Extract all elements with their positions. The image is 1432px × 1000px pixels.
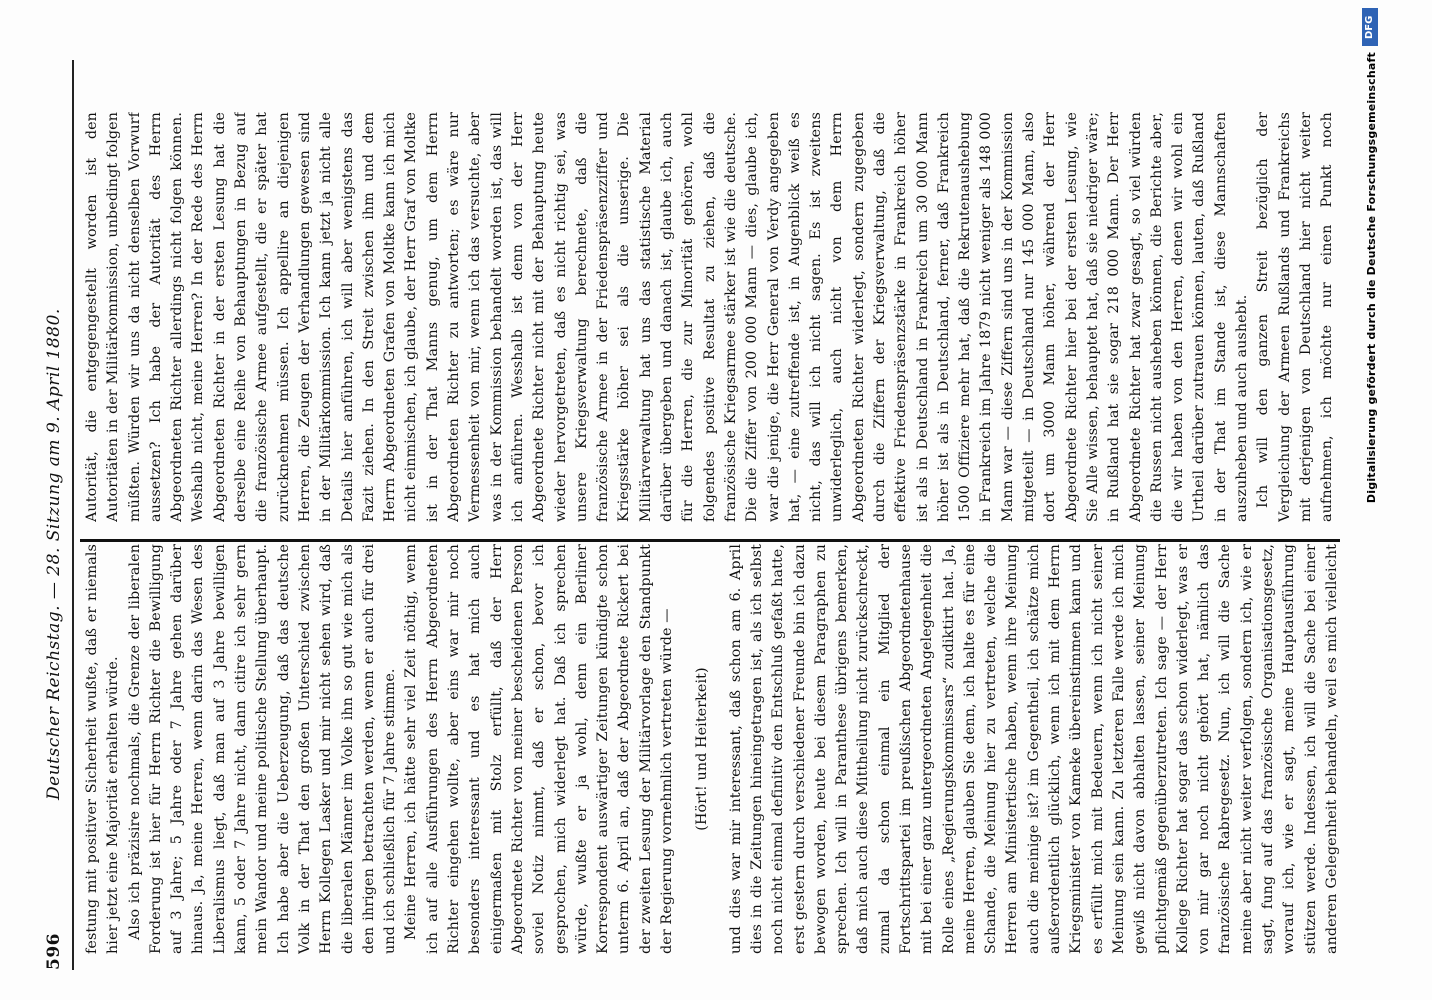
digitization-sidebar (1350, 0, 1380, 1000)
digitization-credit: Digitalisierung gefördert durch die Deutsche Forschungsgemeinschaft (1365, 52, 1378, 504)
page-number: 596 (44, 933, 64, 970)
running-title: Deutscher Reichstag. — 28. Sitzung am 9. April 1880. (44, 308, 64, 800)
column-divider (80, 539, 1340, 542)
right-column (82, 112, 1342, 522)
paragraph: Ich will den ganzen Streit bezüglich der Vergleichung der Armeen Rußlands und Frankreichs mit derjenigen von Deutschland hier nicht weiter aufnehmen, ich möchte nur einen Punkt noch (1255, 112, 1336, 522)
paragraph: Meine Herren, ich hätte sehr viel Zeit nöthig, wenn ich auf alle Ausführungen des Herrn Abgeordneten Richter eingehen wollte, aber eins war mir noch besonders interessant und es hat mich auch einigermaßen mit Stolz erfüllt, daß der Herr Abgeordnete Richter von meiner bescheidenen Person soviel Notiz nimmt, daß er schon, bevor ich gesprochen, mich widerlegt hat. Daß ich sprechen würde, wußte er ja wohl, denn ein Berliner Korrespondent auswärtiger Zeitungen kündigte schon unterm 6. April an, daß der Abgeordnete Rickert bei der zweiten Lesung der Militärvorlage den Standpunkt der Regierung vornehmlich vertreten würde — (403, 544, 676, 954)
dfg-logo: DFG (1362, 8, 1378, 46)
header-rule (72, 60, 74, 970)
paragraph: festung mit positiver Sicherheit wußte, daß er niemals hier jetzt eine Majorität erhalten würde. (84, 544, 122, 954)
paragraph: und dies war mir interessant, daß schon am 6. April dies in die Zeitungen hineingetragen ist, als ich selbst noch nicht einmal definitiv den Entschluß gefaßt hatte, erst gestern durch verschiedener Freunde bin ich dazu bewogen worden, heute bei diesem Paragraphen zu sprechen. Ich will in Paranthese übrigens bemerken, daß mich auch diese Mittheilung nicht zurückschreckt, zumal da schon einmal ein Mitglied der Fortschrittspartei im preußischen Abgeordnetenhause mit bei einer ganz untergeordneten Angelegenheit die Rolle eines „Regierungskommissars“ zudiktirt hat. Ja, meine Herren, glauben Sie denn, ich halte es für eine Schande, die Meinung hier zu vertreten, welche die Herren am Ministertische haben, wenn ihre Meinung auch die meinige ist? im Gegentheil, ich schätze mich außerordentlich glücklich, wenn ich mit dem Herrn Kriegsminister von Kameke übereinstimmen kann und es erfüllt mich mit Bedeuern, wenn ich nicht seiner Meinung sein kann. Zu letzteren Falle werde ich mich gewiß nicht davon abhalten lassen, seiner Meinung pflichtgemäß gegenüberzutreten. Ich sage — der Herr Kollege Richter hat sogar das schon widerlegt, was er von mir gar noch nicht gehört hat, nämlich das französische Rabregesetz. Nun, ich will die Sache meine aber nicht weiter verfolgen, sondern ich, wie er sagt, fung auf das französische Organisationsgesetz, worauf ich, wie er sagt, meine Hauptausführung stützen werde. Indessen, ich will die Sache bei einer anderen Gelegenheit behandeln, weil es mich vielleicht (727, 544, 1340, 954)
page-header (44, 30, 68, 970)
interjection: (Hört! und Heiterkeit) (694, 667, 711, 831)
paragraph: Also ich präzisire nochmals, die Grenze der liberalen Forderung ist hier für Herrn Richter die Bewilligung auf 3 Jahre; 5 Jahre oder 7 Jahre gehen darüber hinaus. Ja, meine Herren, wenn darin das Wesen des Liberalismus liegt, daß man auf 3 Jahre bewilligen kann, 5 oder 7 Jahre nicht, dann citire ich sehr gern mein Wandor und meine politische Stellung überhaupt. Ich habe aber die Ueberzeugung, daß das deutsche Volk in der That den großen Unterschied zwischen Herrn Kollegen Lasker und mir nicht sehen wird, daß die liberalen Männer im Volke ihn so gut wie mich als den ihrigen betrachten werden, wenn er auch für drei und ich schließlich für 7 Jahre stimme. (126, 544, 399, 954)
left-column (82, 544, 1342, 954)
paragraph: Autorität, die entgegengestellt worden ist den Autoritäten in der Militärkommission, unbedingt folgen müßten. Würden wir uns da nicht denselben Vorwurf aussetzen? Ich habe der Autorität des Herrn Abgeordneten Richter allerdings nicht folgen können. Weshalb nicht, meine Herren? In der Rede des Herrn Abgeordneten Richter in der ersten Lesung hat die derselbe eine Reihe von Behauptungen in Bezug auf die französische Armee aufgestellt, die er später hat zurücknehmen müssen. Ich appellire an diejenigen Herren, die Zeugen der Verhandlungen gewesen sind in der Militärkommission. Ich kann jetzt ja nicht alle Details hier anführen, ich will aber wenigstens das Fazit ziehen. In den Streit zwischen ihm und dem Herrn Abgeordneten Grafen von Moltke kann ich mich nicht einmischen, ich glaube, der Herr Graf von Moltke ist in der That Manns genug, um dem Herrn Abgeordneten Richter zu antworten; es wäre nur Vermessenheit von mir, wenn ich das versuchte, aber was in der Kommission behandelt worden ist, das will ich anführen. Wesshalb ist denn von der Herr Abgeordnete Richter nicht mit der Behauptung heute wieder hervorgetreten, daß es nicht richtig sei, was unsere Kriegsverwaltung berechnete, daß die französische Armee in der Friedenspräsenzziffer und Kriegsstärke höher sei als die unserige. Die Militärverwaltung hat uns das statistische Material darüber übergeben und danach ist, glaube ich, auch für die Herren, die zur Minorität gehören, wohl folgendes positive Resultat zu ziehen, daß die französische Kriegsarmee stärker ist wie die deutsche. Die die Ziffer von 200 000 Mann — dies, glaube ich, war die jenige, die Herr General von Verdy angegeben hat, — eine zutreffende ist, in Augenblick weiß es nicht, das will ich nicht sagen. Es ist zweitens unwiderleglich, auch nicht von dem Herrn Abgeordneten Richter widerlegt, sondern zugegeben durch die Ziffern der Kriegsverwaltung, daß die effektive Friedenspräsenzstärke in Frankreich höher ist als in Deutschland in Frankreich um 30 000 Mann höher ist als in Deutschland, ferner, daß Frankreich 1500 Offiziere mehr hat, daß die Rekrutenaushebung in Frankreich im Jahre 1879 nicht weniger als 148 000 Mann war — diese Ziffern sind uns in der Kommission mitgeteilt — in Deutschland nur 145 000 Mann, also dort um 3000 Mann höher, während der Herr Abgeordnete Richter hier bei der ersten Lesung, wie Sie Alle wissen, behauptet hat, daß sie niedriger wäre; in Rußland hat sie sogar 218 000 Mann. Der Herr Abgeordnete Richter hat zwar gesagt, so viel würden die Russen nicht ausheben können, die Berichte aber, die wir haben von den Herren, denen wir wohl ein Urtheil darüber zutrauen können, lauten, daß Rußland in der That im Stande ist, diese Mannschaften auszuheben und auch aushebt. (84, 112, 1251, 522)
